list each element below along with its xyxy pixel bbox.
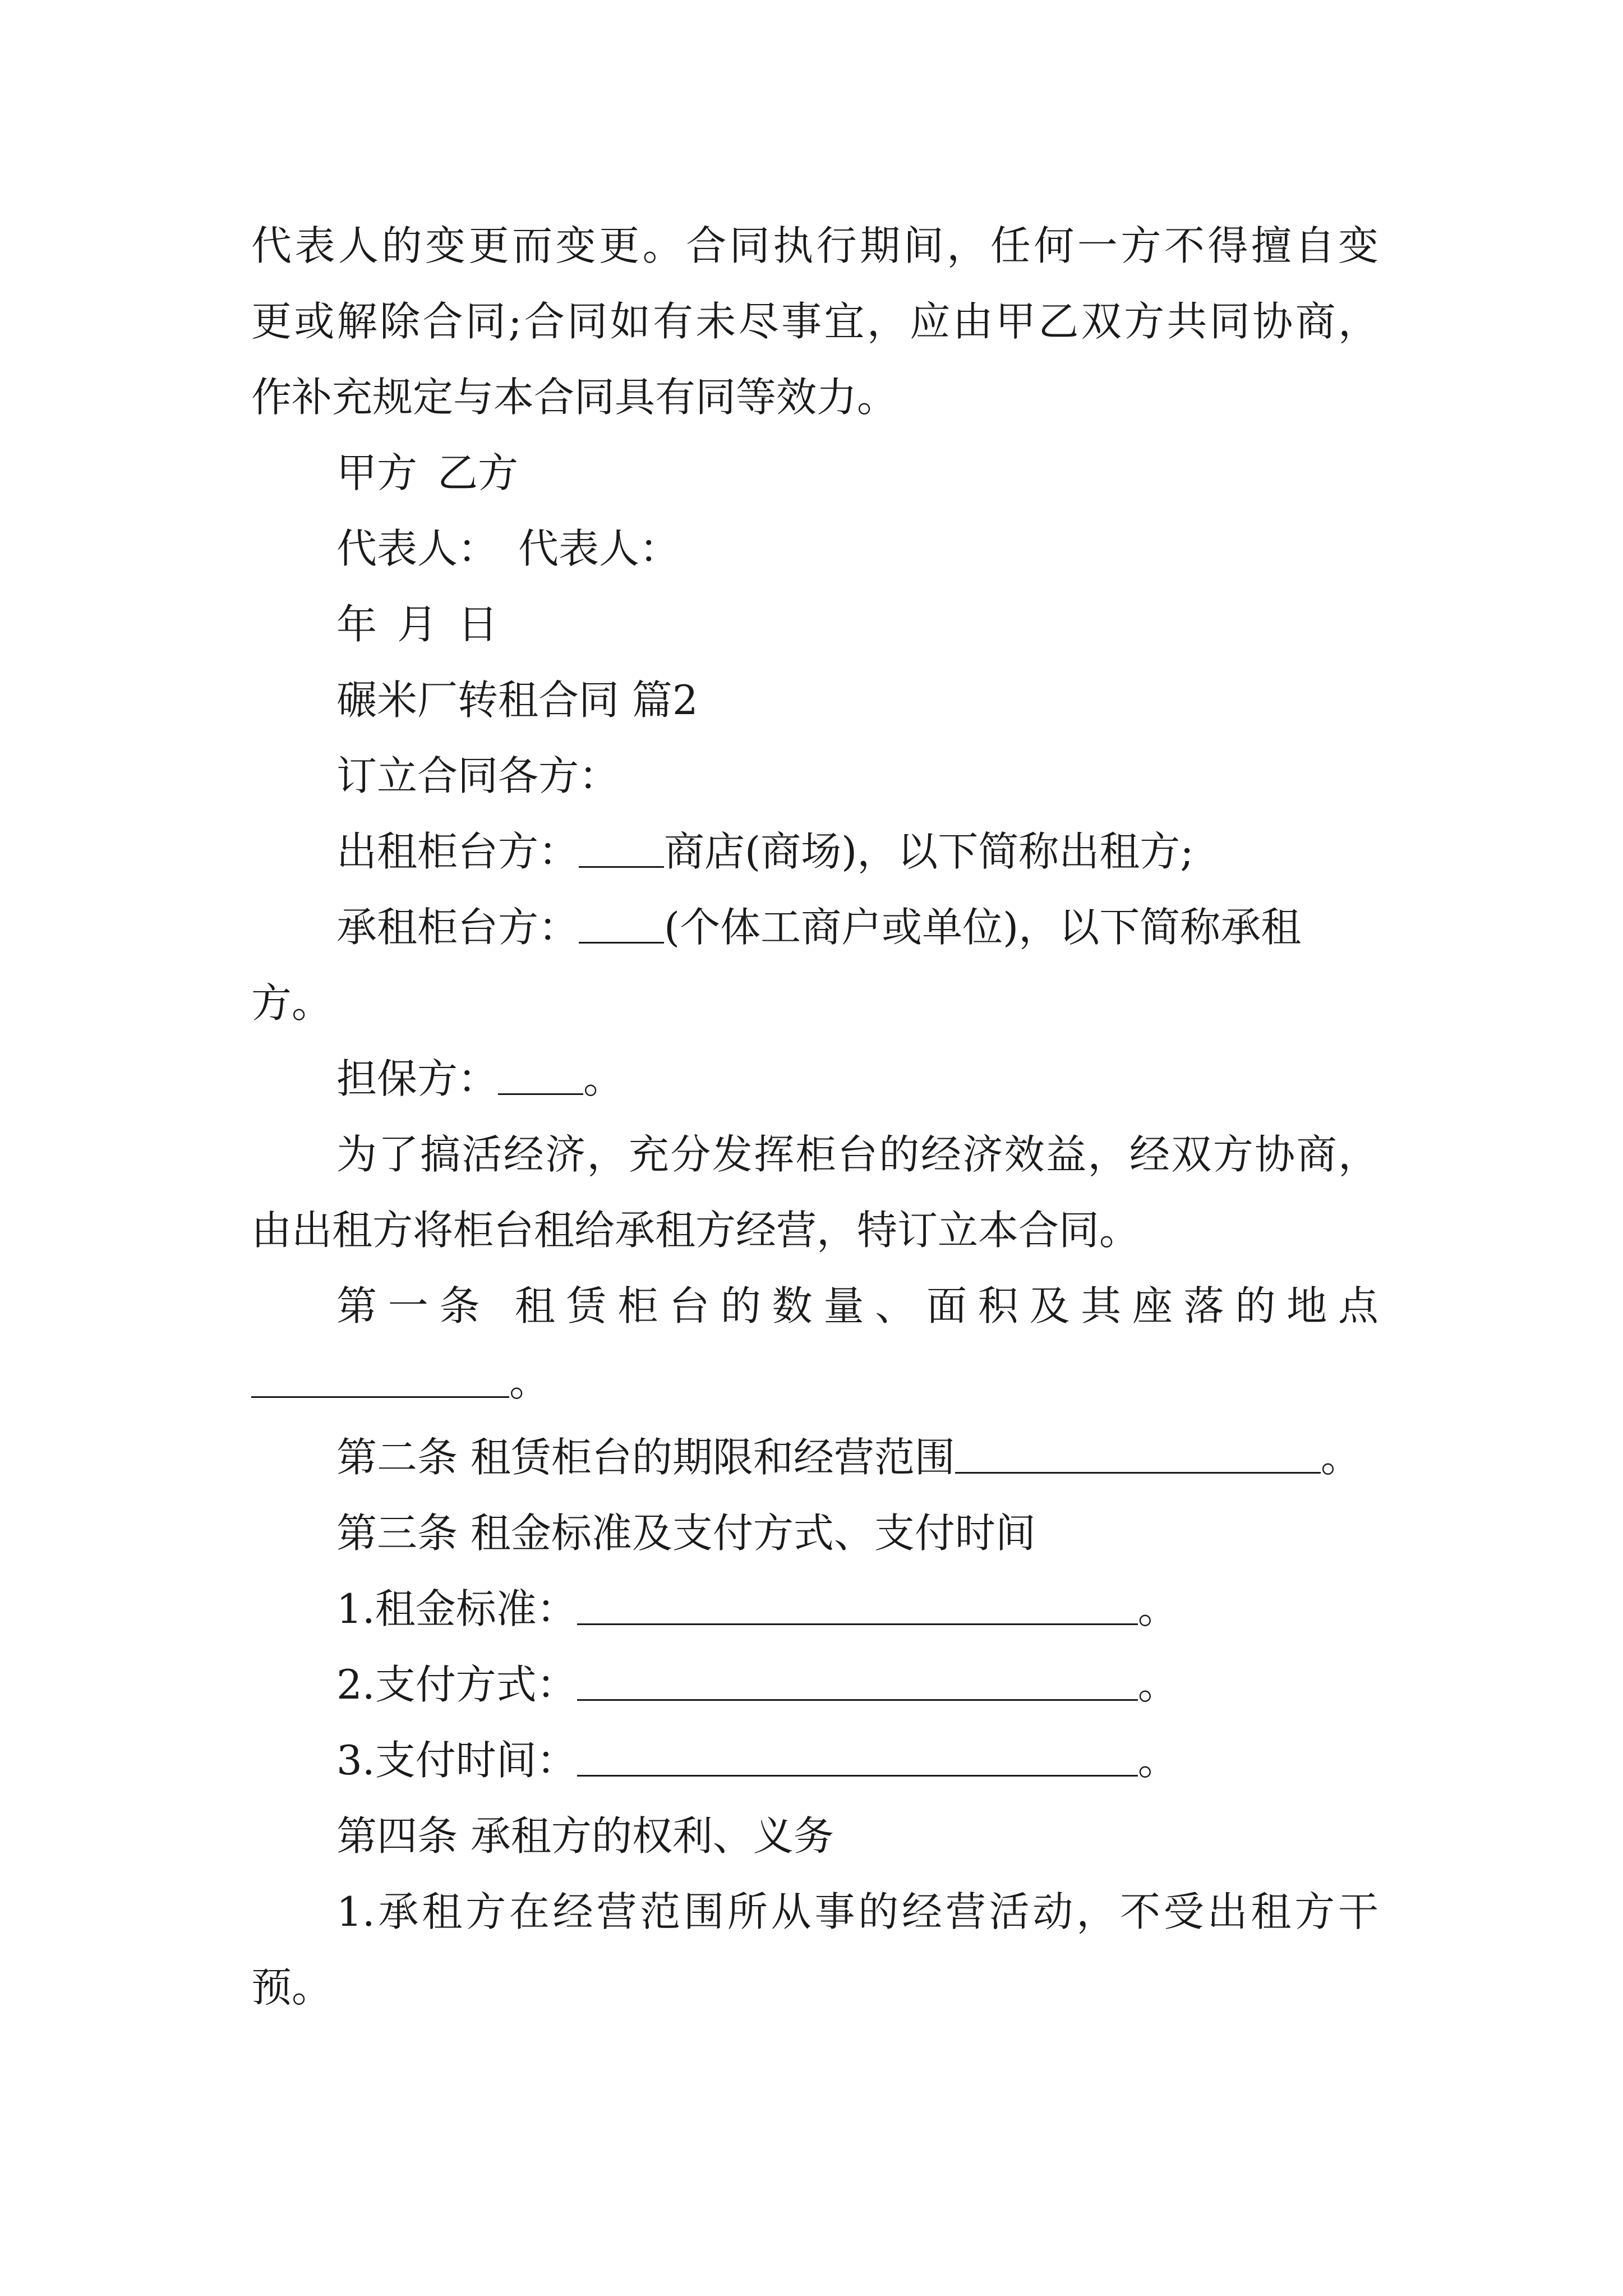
blank-field xyxy=(577,1664,1138,1701)
signature-parties xyxy=(336,445,518,501)
rep-b-label: 代表人： xyxy=(518,525,680,572)
article-2-text: 第二条 租赁柜台的期限和经营范围 xyxy=(336,1434,955,1481)
article-4-heading: 第四条 承租方的权利、义务 xyxy=(336,1812,834,1860)
lessee-line xyxy=(336,899,1301,955)
guarantor-end: 。 xyxy=(583,1055,624,1102)
rent-standard-line xyxy=(336,1581,1178,1637)
paragraph-line: 1.承租方在经营范围所从事的经营活动，不受出租方干 xyxy=(336,1888,1378,1935)
blank-field xyxy=(579,831,664,868)
guarantor-line xyxy=(336,1051,624,1107)
party-a-label: 甲方 xyxy=(336,449,418,496)
rep-a-label: 代表人： xyxy=(336,525,499,572)
date-day: 日 xyxy=(458,601,499,648)
paragraph-line: 为了搞活经济，充分发挥柜台的经济效益，经双方协商， xyxy=(336,1131,1378,1178)
article-1-end: 。 xyxy=(509,1358,550,1405)
date-month: 月 xyxy=(397,601,438,648)
date-year: 年 xyxy=(336,601,377,648)
payment-time-label: 3.支付时间： xyxy=(336,1737,577,1784)
section-heading: 碾米厂转租合同 篇2 xyxy=(336,677,698,724)
signature-representatives xyxy=(336,521,680,577)
lessor-label: 出租柜台方： xyxy=(336,828,579,875)
payment-time-end: 。 xyxy=(1137,1737,1178,1784)
rent-standard-end: 。 xyxy=(1137,1585,1178,1632)
lessee-label: 承租柜台方： xyxy=(336,904,579,951)
article-2-end: 。 xyxy=(1320,1434,1361,1481)
parties-label: 订立合同各方： xyxy=(336,752,620,799)
paragraph-line: 方。 xyxy=(251,979,333,1027)
article-1-continuation xyxy=(251,1354,550,1410)
blank-field xyxy=(955,1437,1321,1474)
lessor-line xyxy=(336,823,1193,880)
lessor-rest: 商店(商场)，以下简称出租方; xyxy=(664,828,1194,875)
article-1-line: 第一条 租赁柜台的数量、面积及其座落的地点 xyxy=(336,1282,1378,1329)
party-b-label: 乙方 xyxy=(437,449,519,496)
paragraph-line: 更或解除合同;合同如有未尽事宜，应由甲乙双方共同协商， xyxy=(251,298,1378,345)
paragraph-line: 作补充规定与本合同具有同等效力。 xyxy=(251,374,898,421)
rent-standard-label: 1.租金标准： xyxy=(336,1585,577,1632)
blank-field xyxy=(579,907,664,944)
blank-field xyxy=(251,1361,509,1398)
lessee-rest: (个体工商户或单位)，以下简称承租 xyxy=(664,904,1302,951)
payment-time-line xyxy=(336,1732,1178,1788)
blank-field xyxy=(577,1740,1138,1777)
article-3-heading: 第三条 租金标准及支付方式、支付时间 xyxy=(336,1510,1036,1557)
blank-field xyxy=(498,1059,583,1095)
payment-method-end: 。 xyxy=(1137,1661,1178,1708)
paragraph-line: 代表人的变更而变更。合同执行期间，任何一方不得擅自变 xyxy=(251,222,1378,269)
article-2-line xyxy=(336,1429,1361,1485)
paragraph-line: 预。 xyxy=(251,1964,333,2011)
blank-field xyxy=(577,1589,1138,1625)
signature-date xyxy=(336,596,498,652)
payment-method-line xyxy=(336,1657,1178,1713)
paragraph-line: 由出租方将柜台租给承租方经营，特订立本合同。 xyxy=(251,1207,1140,1254)
guarantor-label: 担保方： xyxy=(336,1055,499,1102)
payment-method-label: 2.支付方式： xyxy=(336,1661,577,1708)
